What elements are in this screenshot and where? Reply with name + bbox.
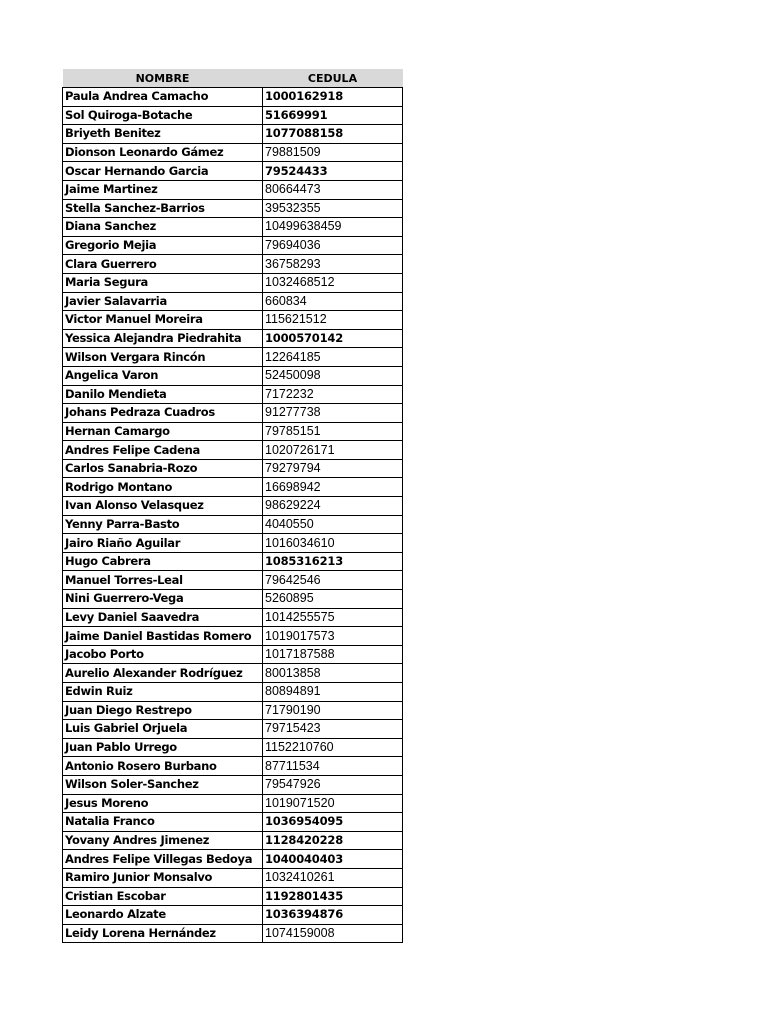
table-row [63,180,403,199]
cell-nombre[interactable]: Juan Diego Restrepo [63,701,263,720]
table-row [63,162,403,181]
cell-cedula[interactable]: 1040040403 [263,850,403,869]
cell-nombre[interactable]: Nini Guerrero-Vega [63,590,263,609]
cell-cedula[interactable]: 1020726171 [263,441,403,460]
cell-nombre[interactable]: Oscar Hernando Garcia [63,162,263,181]
cell-cedula[interactable]: 4040550 [263,515,403,534]
table-row [63,831,403,850]
table-row [63,292,403,311]
header-row [63,69,403,88]
table-row [63,757,403,776]
table-row [63,738,403,757]
table-row [63,311,403,330]
cell-nombre[interactable]: Jesus Moreno [63,794,263,813]
cell-nombre[interactable]: Carlos Sanabria-Rozo [63,459,263,478]
cell-nombre[interactable]: Hernan Camargo [63,422,263,441]
table-row [63,515,403,534]
table-row [63,571,403,590]
table-row [63,366,403,385]
cell-nombre[interactable]: Levy Daniel Saavedra [63,608,263,627]
table-row [63,125,403,144]
cell-cedula[interactable]: 1032410261 [263,868,403,887]
cell-nombre[interactable]: Rodrigo Montano [63,478,263,497]
header-cedula: CEDULA [263,69,403,88]
cell-cedula[interactable]: 1036954095 [263,813,403,832]
cell-nombre[interactable]: Maria Segura [63,273,263,292]
cell-cedula[interactable]: 7172232 [263,385,403,404]
table-row [63,720,403,739]
table-row [63,497,403,516]
cell-cedula[interactable]: 80013858 [263,664,403,683]
table-row [63,199,403,218]
cell-cedula[interactable]: 1016034610 [263,534,403,553]
table-row [63,143,403,162]
cell-nombre[interactable]: Angelica Varon [63,366,263,385]
table-row [63,273,403,292]
cell-cedula[interactable]: 79881509 [263,143,403,162]
table-row [63,218,403,237]
cell-cedula[interactable]: 1074159008 [263,924,403,943]
table-body [63,88,403,943]
table-row [63,459,403,478]
table-row [63,794,403,813]
table-row [63,813,403,832]
cell-nombre[interactable]: Jairo Riaño Aguilar [63,534,263,553]
table-row [63,924,403,943]
table-row [63,534,403,553]
table-row [63,868,403,887]
cell-nombre[interactable]: Javier Salavarria [63,292,263,311]
cell-cedula[interactable]: 79547926 [263,775,403,794]
cell-nombre[interactable]: Clara Guerrero [63,255,263,274]
cell-nombre[interactable]: Yenny Parra-Basto [63,515,263,534]
cell-nombre[interactable]: Stella Sanchez-Barrios [63,199,263,218]
cell-nombre[interactable]: Cristian Escobar [63,887,263,906]
cell-cedula[interactable]: 1000162918 [263,88,403,107]
cell-cedula[interactable]: 52450098 [263,366,403,385]
cell-nombre[interactable]: Edwin Ruiz [63,683,263,702]
cell-nombre[interactable]: Johans Pedraza Cuadros [63,404,263,423]
cell-nombre[interactable]: Sol Quiroga-Botache [63,106,263,125]
cell-cedula[interactable]: 98629224 [263,497,403,516]
cell-nombre[interactable]: Dionson Leonardo Gámez [63,143,263,162]
table-row [63,404,403,423]
table-row [63,106,403,125]
cell-cedula[interactable]: 115621512 [263,311,403,330]
cell-nombre[interactable]: Luis Gabriel Orjuela [63,720,263,739]
cell-cedula[interactable]: 1019071520 [263,794,403,813]
cell-cedula[interactable]: 1017187588 [263,645,403,664]
cell-nombre[interactable]: Leonardo Alzate [63,906,263,925]
cell-nombre[interactable]: Wilson Soler-Sanchez [63,775,263,794]
table-row [63,88,403,107]
table-row [63,701,403,720]
cell-cedula[interactable]: 79279794 [263,459,403,478]
cell-cedula[interactable]: 1014255575 [263,608,403,627]
cell-cedula[interactable]: 79785151 [263,422,403,441]
table-row [63,645,403,664]
cell-cedula[interactable]: 36758293 [263,255,403,274]
cell-nombre[interactable]: Yessica Alejandra Piedrahita [63,329,263,348]
cell-cedula[interactable]: 660834 [263,292,403,311]
cell-cedula[interactable]: 91277738 [263,404,403,423]
table-row [63,236,403,255]
cell-nombre[interactable]: Juan Pablo Urrego [63,738,263,757]
table-row [63,683,403,702]
table-row [63,441,403,460]
cell-cedula[interactable]: 1019017573 [263,627,403,646]
cell-cedula[interactable]: 1085316213 [263,552,403,571]
names-table [62,69,403,943]
cell-cedula[interactable]: 80894891 [263,683,403,702]
cell-nombre[interactable]: Jacobo Porto [63,645,263,664]
cell-nombre[interactable]: Victor Manuel Moreira [63,311,263,330]
table-row [63,664,403,683]
cell-cedula[interactable]: 1077088158 [263,125,403,144]
table-row [63,329,403,348]
cell-cedula[interactable]: 16698942 [263,478,403,497]
table-row [63,887,403,906]
cell-cedula[interactable]: 51669991 [263,106,403,125]
cell-cedula[interactable]: 1000570142 [263,329,403,348]
cell-cedula[interactable]: 87711534 [263,757,403,776]
cell-nombre[interactable]: Ivan Alonso Velasquez [63,497,263,516]
cell-nombre[interactable]: Wilson Vergara Rincón [63,348,263,367]
cell-cedula[interactable]: 79715423 [263,720,403,739]
table-row [63,385,403,404]
cell-nombre[interactable]: Yovany Andres Jimenez [63,831,263,850]
table-row [63,422,403,441]
table-row [63,850,403,869]
cell-cedula[interactable]: 79524433 [263,162,403,181]
cell-nombre[interactable]: Diana Sanchez [63,218,263,237]
cell-cedula[interactable]: 1192801435 [263,887,403,906]
cell-cedula[interactable]: 12264185 [263,348,403,367]
cell-nombre[interactable]: Briyeth Benitez [63,125,263,144]
header-nombre: NOMBRE [63,69,263,88]
table-row [63,552,403,571]
cell-nombre[interactable]: Manuel Torres-Leal [63,571,263,590]
cell-cedula[interactable]: 79694036 [263,236,403,255]
cell-nombre[interactable]: Natalia Franco [63,813,263,832]
cell-cedula[interactable]: 1036394876 [263,906,403,925]
cell-nombre[interactable]: Antonio Rosero Burbano [63,757,263,776]
cell-nombre[interactable]: Andres Felipe Cadena [63,441,263,460]
cell-cedula[interactable]: 80664473 [263,180,403,199]
cell-nombre[interactable]: Danilo Mendieta [63,385,263,404]
cell-cedula[interactable]: 10499638459 [263,218,403,237]
cell-nombre[interactable]: Jaime Martinez [63,180,263,199]
table-row [63,478,403,497]
cell-nombre[interactable]: Ramiro Junior Monsalvo [63,868,263,887]
cell-nombre[interactable]: Paula Andrea Camacho [63,88,263,107]
cell-nombre[interactable]: Hugo Cabrera [63,552,263,571]
cell-cedula[interactable]: 1128420228 [263,831,403,850]
cell-cedula[interactable]: 39532355 [263,199,403,218]
cell-nombre[interactable]: Aurelio Alexander Rodríguez [63,664,263,683]
table-row [63,348,403,367]
table-row [63,608,403,627]
cell-nombre[interactable]: Andres Felipe Villegas Bedoya [63,850,263,869]
cell-nombre[interactable]: Gregorio Mejia [63,236,263,255]
table-row [63,255,403,274]
cell-nombre[interactable]: Jaime Daniel Bastidas Romero [63,627,263,646]
table-row [63,627,403,646]
table-row [63,906,403,925]
cell-cedula[interactable]: 1032468512 [263,273,403,292]
cell-cedula[interactable]: 5260895 [263,590,403,609]
table-row [63,775,403,794]
spreadsheet-table-container [62,69,402,943]
table-row [63,590,403,609]
cell-cedula[interactable]: 71790190 [263,701,403,720]
cell-cedula[interactable]: 79642546 [263,571,403,590]
cell-cedula[interactable]: 1152210760 [263,738,403,757]
cell-nombre[interactable]: Leidy Lorena Hernández [63,924,263,943]
